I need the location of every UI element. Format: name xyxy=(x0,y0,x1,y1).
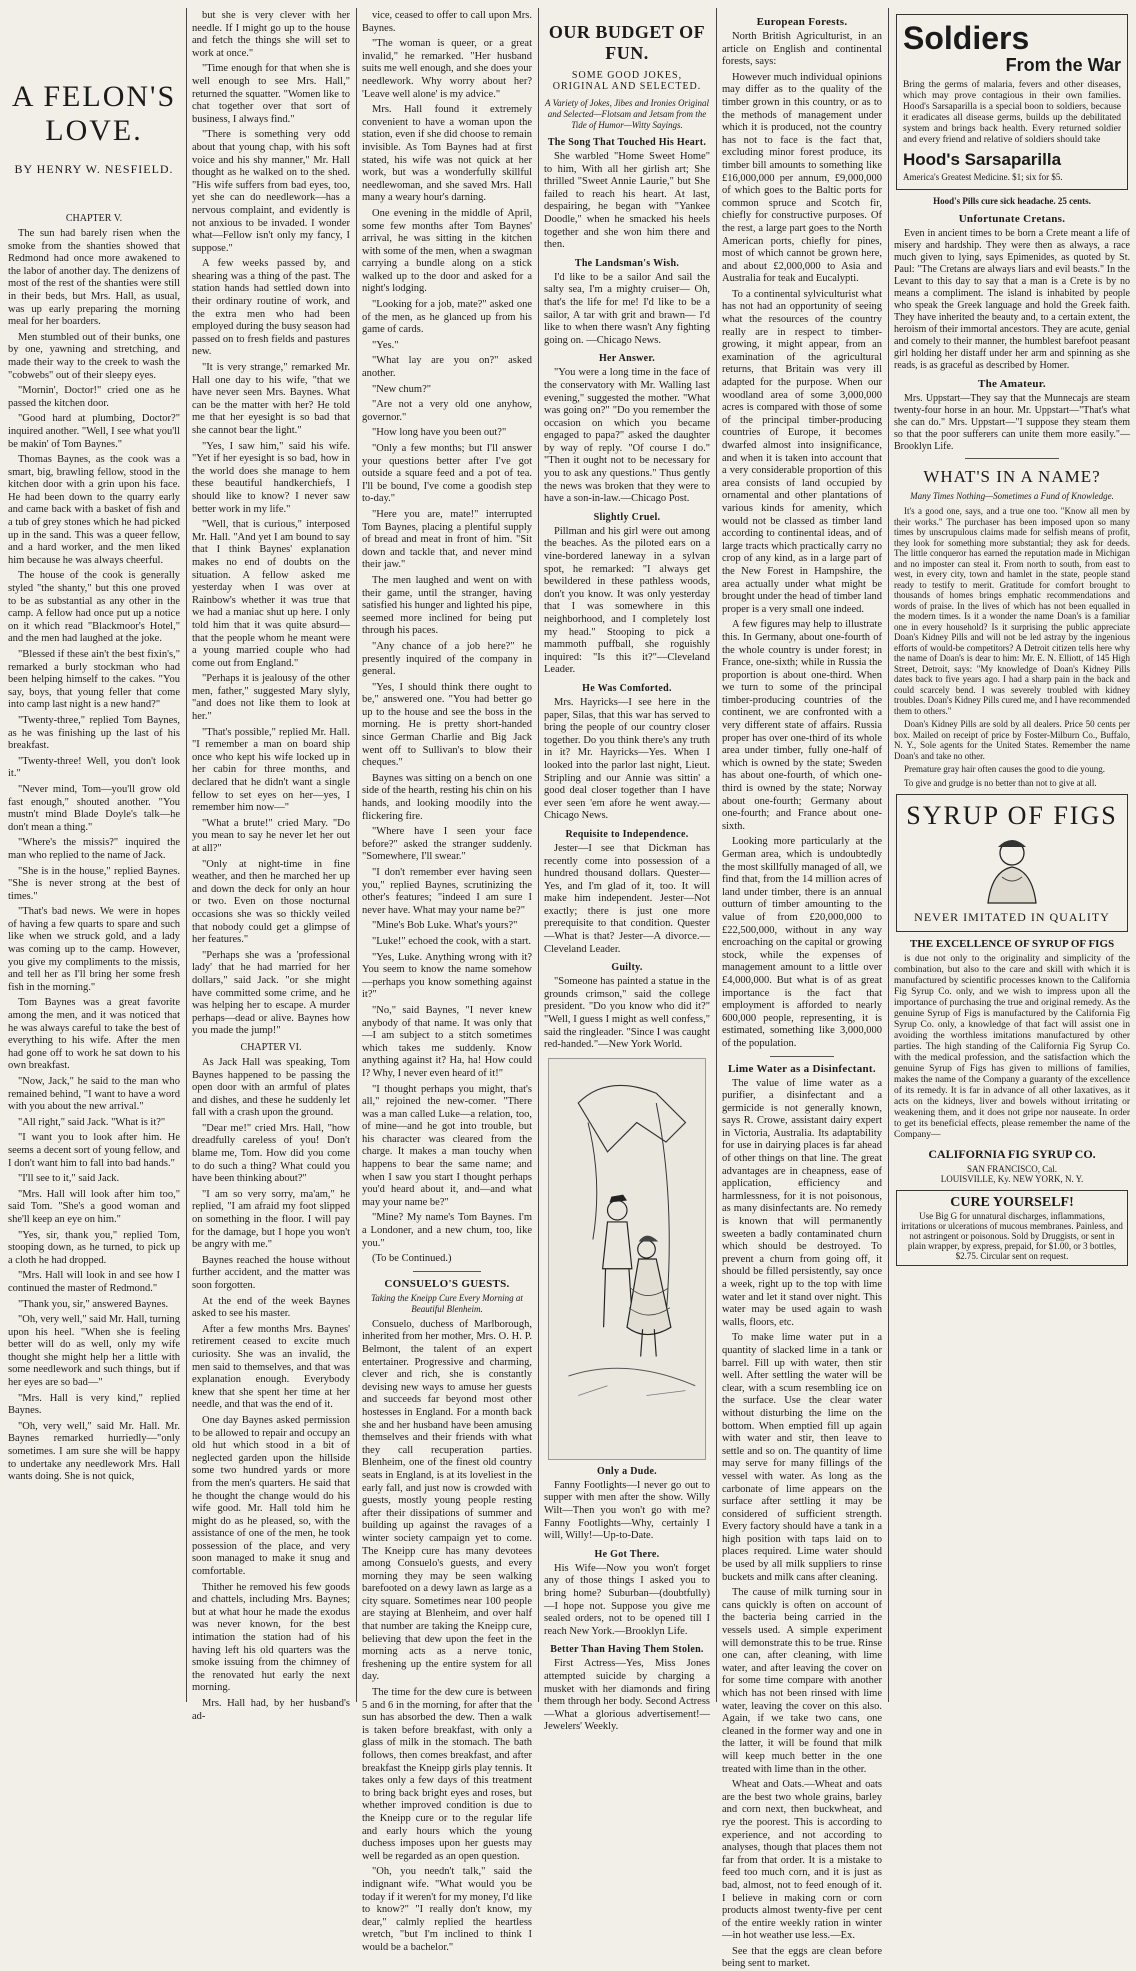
paragraph: To make lime water put in a quantity of slacked lime in a tank or barrel. Fill up with water, then stir well. After settling the water will be clear, with a scum resembling ice on the surface. Use the clear water without disturbing the lime on the bottom. When emptied fill up again with water and stir, then leave to settle and so on. The quantity of lime may serve for many fillings of the vessel with water. As long as the carbonate of lime appears on the surface after settling it may be considered of sufficient strength. Every factory should have a tank in a high position with taps laid on to places required. Lime water should be used by all milk suppliers to rinse buckets and milk cans after cleaning. xyxy=(722,1332,882,1583)
paragraph: "Yes, I saw him," said his wife. "Yet if her eyesight is so bad, how in the world does she manage to hem these beautiful handkerchiefs, I should like to know? I never saw better work in my life." xyxy=(192,440,350,515)
paragraph: "What lay are you on?" asked another. xyxy=(362,355,532,380)
paragraph: The cause of milk turning sour in cans quickly is often on account of the bacteria being carried in the vessels used. A simple experiment will demonstrate this to be true. Rinse one can, after cleaning, with lime water, and after leaving the cover on for some time compare with another which has not been rinsed with lime water, leaving the cover on this also. Again, if we take two cans, one cleaned in the former way and one in the latter, it will be found that milk will keep much better in the one treated with lime than in the other. xyxy=(722,1587,882,1775)
joke-heading: Guilty. xyxy=(611,962,643,974)
gray-hair-text: Premature gray hair often causes the good to die young. xyxy=(904,764,1105,774)
cretans-heading: Unfortunate Cretans. xyxy=(958,213,1066,225)
woman-figure-icon xyxy=(952,833,1072,903)
limewater-heading: Lime Water as a Disinfectant. xyxy=(728,1062,876,1075)
joke-list xyxy=(544,137,710,1052)
felon-column-1 xyxy=(8,10,180,1700)
paragraph: "I thought perhaps you might, that's all," rejoined the new-comer. "There was a man called Luke—a relation, too, of mine—and he got into trouble, but his character was cleared from the charge. It makes a man touchy when happens to bear the same name; and when I saw you start I thought perhaps you'd heard about it, and—and what may your name be?" xyxy=(362,1083,532,1208)
name-subtitle: Many Times Nothing—Sometimes a Fund of Knowledge. xyxy=(910,491,1114,501)
paragraph: vice, ceased to offer to call upon Mrs. Baynes. xyxy=(362,10,532,34)
paragraph: "The woman is queer, or a great invalid," he remarked. "Her husband suits me well enough, and she does your needlework. Why worry about her? 'Leave well alone' is my advice." xyxy=(362,38,532,100)
soldiers-text: Bring the germs of malaria, fevers and other diseases, which may prove contagious in their own families. Hood's Sarsaparilla is a special boon to soldiers, because it eradicates all disease germs, builds up the debilitated system and brings back health. Every returned soldier and every friend and relative of soldiers should take xyxy=(903,80,1121,145)
paragraph: Mrs. Hall had, by her husband's ad- xyxy=(192,1698,350,1722)
excellence-heading: THE EXCELLENCE OF SYRUP OF FIGS xyxy=(909,938,1115,950)
paragraph: The time for the dew cure is between 5 and 6 in the morning, for after that the sun has absorbed the dew. Then a walk is taken before breakfast, with only a glass of milk in the stomach. The bath follows, then comes breakfast, and after breakfast the Kneipp girls play tennis. It takes only a few days of this treatment to bring back bright eyes and roses, but whether improved condition is due to the Kneipp cure or to the regular life and early hours which the young duchess imposes upon her guests may well be regarded as an open question. xyxy=(362,1687,532,1862)
paragraph: "Any chance of a job here?" he presently inquired of the company in general. xyxy=(362,640,532,678)
dude-illustration xyxy=(548,1058,706,1460)
paragraph: Tom Baynes was a great favorite among the men, and it was noticed that he was always careful to take the best of everything to his wife. After the men had gone off to work he sat down to his own breakfast. xyxy=(8,997,180,1072)
paragraph: Looking more particularly at the German area, which is undoubtedly the most skillfully managed of all, we find that, from the 14 million acres of land under timber, there is an annual outturn of timber amounting to the value of from £20,000,000 to £22,500,000, without in any way encroaching on the capital or growing stock, while the expenses of management amount to a little over £4,000,000. But what is of as great importance is the fact that employment is afforded to nearly 600,000 people, representing, it is estimated, something like 3,000,000 of the population. xyxy=(722,836,882,1049)
felon-column-2 xyxy=(192,10,350,1722)
paragraph: "Mrs. Hall will look in and see how I continued the master of Redmond." xyxy=(8,1270,180,1294)
paragraph: "I don't remember ever having seen you," replied Baynes, scrutinizing the other's features; "indeed I am sure I never have. What may your name be?" xyxy=(362,867,532,916)
cure-text: Use Big G for unnatural discharges, inflammations, irritations or ulcerations of mucous membranes. Painless, and not astringent or poisonous. Sold by Druggists, or sent in plain wrapper, by express, prepaid, for $1.00, or 3 bottles, $2.75. Circular sent on request. xyxy=(901,1211,1123,1261)
paragraph: "Mine? My name's Tom Baynes. I'm a Londoner, and a new chum, too, like you." xyxy=(362,1212,532,1249)
paragraph: "Twenty-three! Well, you don't look it." xyxy=(8,755,180,780)
name-title: WHAT'S IN A NAME? xyxy=(923,467,1101,486)
cure-title: CURE YOURSELF! xyxy=(950,1195,1074,1210)
cretans-text: Even in ancient times to be born a Crete meant a life of misery and hardship. They were then as always, a race much given to lying, says Epimenides, as quoted by St. Paul: "The Cretans are always liars and evil beasts." In the Levant to this day to say that a man is a Crete is by no means a compliment. The island is inhabited by people who speak the Greek language and hold the Greek faith. They have inherited the beauty and, to a certain extent, the heroism of their immortal ancestors. They are acute, genial and comely to their manner, the humblest barefoot peasant girl holding her distaff under her arm and spinning as she reads, is as graceful as described by Homer. xyxy=(894,228,1130,371)
doans-text: Doan's Kidney Pills are sold by all dealers. Price 50 cents per box. Mailed on receipt of price by Foster-Milburn Co., Buffalo, N. Y., Sole agents for the United States. Remember the name Doan's and take no other. xyxy=(894,719,1130,761)
joke-heading: Only a Dude. xyxy=(596,1465,657,1477)
paragraph: The sun had barely risen when the smoke from the shanties showed that Redmond had once more awakened to the labor of another day. The denizens of most of the rest of the shanties were still in their beds, but Mrs. Hall, as usual, was up early preparing the morning meal for her boarders. xyxy=(8,228,180,328)
wheat-text: Wheat and Oats.—Wheat and oats are the best two whole grains, barley and corn next, then buckwheat, and rye the poorest. This is according to experience, and not according to analyses, though that places them not far from that order. It is a mistake to feed too much corn, and it is just as bad, almost, not to feed enough of it. I believe in making corn or corn products almost twenty-five per cent of the entire weekly ration in winter—in hot weather use less.—Ex. xyxy=(722,1779,882,1942)
paragraph: "Mrs. Hall will look after him too," said Tom. "She's a good woman and she'll keep an eye on him." xyxy=(8,1188,180,1225)
name-text: It's a good one, says, and a true one too. "Know all men by their works." The purchaser has been imposed upon so many times by unscrupulous claims made for selfish means of profit, they look for something more substantial; they ask for deeds. The little conqueror has earned the reputation made in Michigan and no imposter can steal it. From north to south, from east to west, in every city, town and hamlet in the state, people stand ready to testify to merit. Gratitude for comfort brought to thousands of homes brings emphatic recommendations and words of praise. In the lives of which has not been equalled in the modern times. Is it a wonder the name Doan's is a familiar one in every household? Is it surprising the public appreciate Doan's Kidney Pills and will not be led astray by the ingenious efforts of would-be competitors? A Detroit citizen tells here why the name of Doan's is dear to him: Mr. E. N. Elliott, of 145 High Street, Detroit, says: "My knowledge of Doan's Kidney Pills dates back to five years ago. I had a sharp pain in the back and could scarcely bend. I was severely troubled with kidney troubles. Doan's Kidney Pills cured me, and I have recommended them to others." xyxy=(894,506,1130,716)
paragraph: "Time enough for that when she is well enough to see Mrs. Hall," returned the squatter. "Women like to chat together over that sort of business, I always find." xyxy=(192,63,350,125)
paragraph: "Only at night-time in fine weather, and then he marched her up and down the deck for only an hour or two. Even on those nocturnal occasions she was so thickly veiled that nobody could get a glimpse of her features." xyxy=(192,858,350,946)
forests-text xyxy=(722,31,882,1051)
ads-column xyxy=(894,10,1130,1700)
paragraph: "Oh, very well," said Mr. Hall. Mr. Baynes remarked hurriedly—"only sometimes. I am sure she will be happy to undertake any needlework Mrs. Hall wants doing. She is not quick, xyxy=(8,1420,180,1483)
paragraph: "Perhaps she was a 'professional lady' that he had married for her dollars," said Jack. "or she might have committed some crime, and he was helping her to escape. A murder perhaps—dead or alive. Baynes how you made the jump!" xyxy=(192,949,350,1037)
paragraph: The value of lime water as a purifier, a disinfectant and a germicide is not generally known, says R. Crowe, assistant dairy expert in Victoria, Australia. Its adaptability for use in dairying places is far ahead of other things on that line. The great advantages are in cheapness, ease of application, efficiency and harmlessness, for it is not poisonous, as many disinfectants are. No remedy is known that will permanently sweeten a badly contaminated churn which should be destroyed. To prevent a churn from going off, it should be filled persistently, say once a week, right up to the top with lime water and let it stand over night. This water may be used again to wash walls, floors, etc. xyxy=(722,1077,882,1328)
paragraph: "She is in the house," replied Baynes. "She is never strong at the best of times." xyxy=(8,865,180,902)
divider xyxy=(413,1271,481,1272)
amateur-text: Mrs. Uppstart—They say that the Munnecajs are steam twenty-four horse in an hour. Mr. Uppstart—"That's what she can do." Mrs. Uppstart—"I suppose they steam them so that the poor sufferers can unite them more easily."—Brooklyn Life. xyxy=(894,393,1130,452)
paragraph: One day Baynes asked permission to be allowed to repair and occupy an old hut which stood in a bit of neglected garden upon the hillside some two hundred yards or more from the men's quarters. He said that he thought the change would do his wife good. Mr. Hall told him he might do as he pleased, so, with the assistance of one of the men, he took possession of the place, and very soon managed to make it snug and comfortable. xyxy=(192,1414,350,1578)
company-city: SAN FRANCISCO, Cal. xyxy=(966,1164,1058,1174)
column-rule xyxy=(538,8,539,1702)
paragraph: "Yes, Luke. Anything wrong with it? You seem to know the name somehow—perhaps you know something against it?" xyxy=(362,951,532,1001)
paragraph: "Blessed if these ain't the best fixin's," remarked a burly stockman who had been helping himself to the cakes. "You say, boys, that young feller that come into camp last night is a new hand?" xyxy=(8,649,180,711)
paragraph: "Now, Jack," he said to the man who remained behind, "I want to have a word with you about the new arrival." xyxy=(8,1076,180,1113)
joke-text: Mrs. Hayricks—I see here in the paper, Silas, that this war has served to bring the people of our country closer together. Do you think there's any truth in it? Mr. Hayricks—Yes. When I looked into the parlor last night, Lieut. Stripling and our Annie was sittin' a good deal closer together than I have ever seen 'em afore he went away.—Chicago News. xyxy=(544,696,710,822)
joke-heading: He Was Comforted. xyxy=(582,682,672,694)
joke-heading: Requisite to Independence. xyxy=(565,828,689,840)
eggs-text: See that the eggs are clean before being sent to market. xyxy=(722,1945,882,1970)
syrup-never-imitated: NEVER IMITATED IN QUALITY xyxy=(914,910,1110,924)
paragraph: As Jack Hall was speaking, Tom Baynes happened to be passing the open door with an armful of plates and dishes, and these he suddenly let fall with a crash upon the ground. xyxy=(192,1056,350,1119)
paragraph: "Only a few months; but I'll answer your questions better after I've got outside a square feed and a pot of tea. I'll be bound, I've come a goodish step to-day." xyxy=(362,443,532,505)
paragraph: "Oh, you needn't talk," said the indignant wife. "What would you be today if it weren't for my money, I'd like to know?" "I really don't know, my dear," calmly replied the heartless wretch, "but I'm inclined to think I would be a bachelor." xyxy=(362,1866,532,1953)
paragraph: "No," said Baynes, "I never knew anybody of that name. It was only that—I am subject to a stitch sometimes which takes me suddenly. Know anything against it? Ha, ha! How could I? Why, I never even heard of it!" xyxy=(362,1004,532,1079)
paragraph: "That's bad news. We were in hopes of having a few quarts to spare and such like when we struck gold, and a lady was coming up to the camp. However, you give my compliments to the missis, and tell her as I'll bring her some fresh fish in the morning." xyxy=(8,906,180,993)
joke-text: She warbled "Home Sweet Home" to him, With all her girlish art; She thrilled "Sweet Annie Laurie," but She failed to reach his heart. At last, despairing, he began with "Yankee Doodle," when he smacked his heels together and she won him there and then. xyxy=(544,151,710,251)
paragraph: Mrs. Hall found it extremely convenient to have a woman upon the station, even if she did choose to remain invisible. As Tom Baynes had at first stated, his wife was not quick at her work, but was a wonderfully skillful needlewoman, and she saved Mrs. Hall many a weary hour's darning. xyxy=(362,104,532,204)
paragraph: "Yes, sir, thank you," replied Tom, stooping down, as he turned, to pick up a cloth he had dropped. xyxy=(8,1229,180,1266)
joke-text: His Wife—Now you won't forget any of those things I asked you to bring home? Suburban—(doubtfully)—I hope not. Suppose you give me sealed orders, not to be opened till I reach New York.—Brooklyn Life. xyxy=(544,1562,710,1637)
paragraph: "New chum?" xyxy=(372,383,432,395)
paragraph: "Mine's Bob Luke. What's yours?" xyxy=(372,920,518,932)
paragraph: "Mrs. Hall is very kind," replied Baynes. xyxy=(8,1392,180,1417)
paragraph: "Oh, very well," said Mr. Hall, turning upon his heel. "When she is feeling better will do as well, only my wife thought she might help her a little with some needlework and such things, but if her eyes are so bad—" xyxy=(8,1314,180,1389)
column-rule xyxy=(888,8,889,1702)
paragraph: "Where's the missis?" inquired the man who replied to the name of Jack. xyxy=(8,837,180,861)
soldiers-subtitle: From the War xyxy=(1005,55,1121,75)
syrup-title: SYRUP OF FIGS xyxy=(906,801,1118,830)
paragraph: "Well, that is curious," interposed Mr. Hall. "And yet I am bound to say that I think Baynes' explanation makes no end of doubts on the situation. A fellow asked me yesterday when I was over at Rainbow's whether it was true that we had a maniac shut up here. I only told him that it was quite absurd—that the people whom he meant were a young married couple who had come out from England." xyxy=(192,519,350,669)
paragraph: "Perhaps it is jealousy of the other men, father," suggested Mary slyly, "and does not like them to look at her." xyxy=(192,673,350,723)
joke-heading: The Landsman's Wish. xyxy=(574,257,680,269)
paragraph: The men laughed and went on with their game, until the stranger, having satisfied his hunger and lighted his pipe, seemed more inclined for being put through his paces. xyxy=(362,574,532,637)
paragraph: "Here you are, mate!" interrupted Tom Baynes, placing a plentiful supply of bread and meat in front of him. "Sit down and tackle that, and never mind their jaw." xyxy=(362,508,532,571)
joke-text: Pillman and his girl were out among the beaches. As the piloted ears on a vine-bordered laneway in a sylvan spot, he remarked: "I always get bewildered in these pathless woods, don't you know. It was only yesterday that I was somewhere in this neighborhood, and I completely lost my head." Stooping to pick a mammoth puffball, she roguishly inquired: "Is this it?"—Cleveland Leader. xyxy=(544,525,710,676)
paragraph: (To be Continued.) xyxy=(372,1253,452,1265)
joke-heading: Her Answer. xyxy=(598,353,656,365)
paragraph: Baynes was sitting on a bench on one side of the hearth, resting his chin on his hands, and looking moodily into the flickering fire. xyxy=(362,772,533,822)
joke-list xyxy=(544,1466,710,1734)
paragraph: Thomas Baynes, as the cook was a smart, big, brawling fellow, stood in the kitchen door with a grin upon his face. He had been down to the quarry early and came back with a basket of fish and a tub of grey stones which he had picked up in the sand. This was a queer fellow, and a hard worker, and the men liked him because he was always cheerful. xyxy=(8,454,180,566)
divider xyxy=(965,458,1059,459)
divider xyxy=(770,1056,834,1057)
joke-heading: Better Than Having Them Stolen. xyxy=(550,1644,704,1656)
paragraph: "Looking for a job, mate?" asked one of the men, as he glanced up from his game of cards. xyxy=(362,299,532,336)
paragraph: "Luke!" echoed the cook, with a start. xyxy=(372,935,532,947)
paragraph: "Mornin', Doctor!" cried one as he passed the kitchen door. xyxy=(8,385,180,409)
joke-text: I'd like to be a sailor And sail the salty sea, I'm a mighty cruiser— Oh, that's the life for me! I'd like to be a sailor, A tar with grit and brawn— I'd like to when there wasn't Any fighting going on. —Chicago News. xyxy=(544,271,710,346)
joke-heading: He Got There. xyxy=(594,1548,660,1560)
paragraph: "I want you to look after him. He seems a decent sort of young fellow, and I don't want him to fall into bad hands." xyxy=(8,1132,180,1169)
paragraph: "Yes." xyxy=(372,339,399,351)
budget-subhead: SOME GOOD JOKES, ORIGINAL AND SELECTED. xyxy=(552,70,702,92)
story-text xyxy=(8,228,180,1484)
joke-text: Fanny Footlights—I never go out to supper with men after the show. Willy Wilt—Then you won't go with me? Fanny Footlights—Why, certainly I will, Willy!—Up-to-Date. xyxy=(544,1479,710,1542)
joke-text: "Someone has painted a statue in the grounds crimson," said the college president. "Do you know who did it?" "Well, I guess I might as well confess," said the ringleader. "Since I was caught red-handed."—New York World. xyxy=(544,976,710,1051)
hoods-tagline: America's Greatest Medicine. $1; six for $5. xyxy=(903,172,1063,182)
paragraph: "I am so very sorry, ma'am," he replied, "I am afraid my foot slipped on something in the floor. I will pay for the damage, but I hope you won't be angry with me." xyxy=(192,1188,350,1251)
paragraph: "Dear me!" cried Mrs. Hall, "how dreadfully careless of you! Don't blame me, Tom. How did you come to do such a thing? What could you have been thinking about?" xyxy=(192,1122,350,1185)
paragraph: "It is very strange," remarked Mr. Hall one day to his wife, "that we have never seen Mrs. Baynes. What can be the matter with her? He told me that her eyesight is so bad that she cannot bear the light." xyxy=(192,362,350,436)
column-rule xyxy=(356,8,357,1702)
paragraph: One evening in the middle of April, some few months after Tom Baynes' arrival, he was sitting in the kitchen with some of the men, when a swagman carrying a bundle along on a stick walked up to the door and asked for a night's lodging. xyxy=(362,207,532,295)
paragraph: At the end of the week Baynes asked to see his master. xyxy=(192,1295,350,1320)
column-rule xyxy=(186,8,187,1702)
forests-heading: European Forests. xyxy=(756,16,848,28)
joke-heading: Slightly Cruel. xyxy=(593,511,661,523)
paragraph: "How long have you been out?" xyxy=(372,427,507,439)
joke-text: Jester—I see that Dickman has recently come into possession of a hundred thousand dollars. Quester—Yes, and I'm glad of it, too. It will make him independent. Jester—Not exactly; there is just one more prerequisite to that condition. Quester—What is that? Jester—A divorce.—Cleveland Leader. xyxy=(544,842,710,955)
paragraph: but she is very clever with her needle. If I might go up to the house and fetch the things she will set to work at once." xyxy=(192,10,350,59)
paragraph: "I'll see to it," said Jack. xyxy=(18,1173,120,1185)
joke-heading: The Song That Touched His Heart. xyxy=(547,137,707,148)
consuelo-subtitle: Taking the Kneipp Cure Every Morning at Beautiful Blenheim. xyxy=(371,1292,523,1314)
paragraph: "There is something very odd about that young chap, with his soft voice and his shy manner," Mr. Hall thought as he walked on to the shed. "His wife suffers from bad eyes, too, yet she can do needlework—has a nervous complaint, and evidently is not anxious to be invaded. I wonder what—Fellow isn't only my fancy, I suppose." xyxy=(192,129,350,254)
chapter-heading: CHAPTER VI. xyxy=(240,1041,302,1053)
paragraph: "Thank you, sir," answered Baynes. xyxy=(18,1298,169,1310)
paragraph: North British Agriculturist, in an article on English and continental forests, says: xyxy=(722,31,882,68)
budget-masthead: OUR BUDGET OF FUN. xyxy=(548,22,706,63)
story-byline: BY HENRY W. NESFIELD. xyxy=(14,162,174,176)
consuelo-text xyxy=(362,1319,532,1955)
paragraph: Baynes reached the house without further accident, and the matter was soon forgotten. xyxy=(192,1254,350,1291)
joke-text: "You were a long time in the face of the conservatory with Mr. Walling last evening," suggested the mother. "What was going on?" "Do you remember the occasion on which you became engaged to papa?" asked the daughter by way of reply. "Of course I do." "Then it ought not to be necessary for you to ask any questions." Thus gently the news was broken that they were to have a son-in-law.—Chicago Post. xyxy=(544,367,710,505)
paragraph: Consuelo, duchess of Marlborough, inherited from her mother, Mrs. O. H. P. Belmont, the talent of an expert entertainer. Progressive and charming, clever and rich, she is constantly devising new ways to amuse her guests and succeeds far beyond most other hostesses in England. For a month back she and her husband have been amusing themselves and their friends with what they call recuperation parties. Blenheim, one of the finest old country seats in England, is at its loveliest in the early fall, and just now is crowded with guests, mostly young people resting after their dissipations of summer and building up against the ravages of a winter society campaign yet to come. The Kneipp cure has many devotees among Consuelo's guests, and every morning they may be seen walking barefooted on a dewy lawn as large as a city square. Sometimes near 100 people are staying at Blenheim, and over half that number are taking the Kneipp cure, believing that dew upon the feet in the morning acts as a nerve tonic, freshening up the entire system for all day. xyxy=(362,1318,532,1683)
paragraph: "Are not a very old one anyhow, governor." xyxy=(362,399,532,423)
story-text xyxy=(192,10,350,1723)
story-text xyxy=(362,10,532,1266)
paragraph: A few weeks passed by, and shearing was a thing of the past. The station hands had settled down into their ordinary routine of work, and the extra men who had been employed during the busy season had passed on to fresh fields and pastures new. xyxy=(192,258,350,358)
forests-column xyxy=(722,10,882,1970)
paragraph: "Where have I seen your face before?" asked the stranger suddenly. "Somewhere, I'll swear." xyxy=(362,826,532,863)
paragraph: Thither he removed his few goods and chattels, including Mrs. Baynes; but at what hour he made the exodus was never known, for the best intimation the station had of his having left his old quarters was the smoke issuing from the chimney of the renovated hut early the next morning. xyxy=(192,1581,350,1694)
story-title: A FELON'S LOVE. xyxy=(11,80,177,147)
paragraph: Men stumbled out of their bunks, one by one, yawning and stretching, and made their way to the creek to wash the "cobwebs" out of their sleepy eyes. xyxy=(8,331,180,381)
paragraph: "Yes, I should think there ought to be," answered one. "You had better go up to the house and see the boss in the morning. He is pretty short-handed since German Charlie and Big Jack went off to Sullivan's to blow their cheques." xyxy=(362,681,532,769)
consuelo-title: CONSUELO'S GUESTS. xyxy=(384,1277,510,1290)
company-name: CALIFORNIA FIG SYRUP CO. xyxy=(928,1147,1096,1161)
paragraph: "Never mind, Tom—you'll grow old fast enough," shouted another. "You mustn't mind Blade Doyle's talk—he don't mean a thing." xyxy=(8,783,180,833)
joke-text: First Actress—Yes, Miss Jones attempted suicide by charging a musket with her diamonds and firing them through her body. Second Actress—What a glorious advertisement!—Jewelers' Weekly. xyxy=(544,1658,710,1733)
felon-column-3 xyxy=(362,10,533,1953)
paragraph: To a continental sylviculturist what has not had an opportunity of seeing what the resources of the country really are in respect to timber-growing, it might appear, from an examination of the agricultural returns, that Britain was very ill adapted for the purpose. When our woodland area of some 3,000,000 acres is compared with those of some of the principal timber-producing countries of Europe, it becomes dwarfed almost into insignificance, and when it is taken into account that a very considerable proportion of this area consists of land occupied by ornamental and other plantations of various kinds for amenity, which would not be classed as timber land according to continental ideas, and of large tracts which practically carry no crop of any kind, as in a large part of the New Forest in Hampshire, the area actually under what might be brought under the head of timber land proper is a very small one indeed. xyxy=(722,288,882,615)
paragraph: A few figures may help to illustrate this. In Germany, about one-fourth of the whole country is under forest; in France, one-sixth; while in Russia the proportion is about one-third. When we turn to some of the principal timber-producing countries of the continent, we are confronted with a very different state of affairs. Russia proper has over one-third of its whole area under timber, fully one-half of which is owned by the state; Sweden has about one-fourth, of which one-third is owned by the state; Norway about one-fourth; Germany about one-fourth; and France about one-sixth. xyxy=(722,619,882,832)
column-rule xyxy=(716,8,717,1702)
grudge-text: To give and grudge is no better than not to give at all. xyxy=(904,777,1097,788)
paragraph: "What a brute!" cried Mary. "Do you mean to say he never let her out at all?" xyxy=(192,817,350,854)
paragraph: "All right," said Jack. "What is it?" xyxy=(18,1116,166,1128)
paragraph: "Good hard at plumbing, Doctor?" inquired another. "Well, I see what you'll be makin' of Tom Baynes." xyxy=(8,413,180,450)
cure-yourself-ad xyxy=(896,1190,1128,1266)
budget-column xyxy=(544,10,710,1733)
limewater-text xyxy=(722,1078,882,1777)
soldiers-title: Soldiers xyxy=(903,20,1030,56)
paragraph: "Twenty-three," replied Tom Baynes, as he was finishing up the last of his breakfast. xyxy=(8,714,180,752)
company-cities: LOUISVILLE, Ky. NEW YORK, N. Y. xyxy=(940,1174,1084,1184)
chapter-heading: CHAPTER V. xyxy=(65,213,123,224)
couple-illustration-icon xyxy=(549,1059,705,1459)
hoods-name: Hood's Sarsaparilla xyxy=(903,150,1062,169)
paragraph: The house of the cook is generally styled "the shanty," but this one proved to be as substantial as any other in the camp. A fellow had once put up a notice on it which read "Blackmoor's Hotel," and the men had laughed at the joke. xyxy=(8,570,180,645)
syrup-of-figs-ad xyxy=(896,794,1128,932)
excellence-text: is due not only to the originality and simplicity of the combination, but also to the care and skill with which it is manufactured by scientific processes known to the California Fig Syrup Co. only, and we wish to impress upon all the importance of purchasing the true and original remedy. As the genuine Syrup of Figs is manufactured by the California Fig Syrup Co. only, a knowledge of that fact will assist one in avoiding the worthless imitations manufactured by other parties. The high standing of the California Fig Syrup Co. with the medical profession, and the satisfaction which the genuine Syrup of Figs has given to millions of families, makes the name of the Company a guaranty of the excellence of its remedy. It is far in advance of all other laxatives, as it acts on the kidneys, liver and bowels without irritating or weakening them, and it does not gripe nor nauseate. In order to get its beneficial effects, please remember the name of the Company— xyxy=(894,954,1130,1140)
hoods-ad xyxy=(896,14,1128,190)
hoods-pills: Hood's Pills cure sick headache. 25 cents. xyxy=(933,196,1091,206)
budget-intro: A Variety of Jokes, Jibes and Ironies Original and Selected—Flotsam and Jetsam from the Tide of Humor—Witty Sayings. xyxy=(545,98,709,130)
paragraph: "That's possible," replied Mr. Hall. "I remember a man on board ship once who kept his wife locked up in her cabin for three months, and declared that he didn't want a single fellow to set eyes on her—yes, I remember him now—" xyxy=(192,726,350,814)
paragraph: After a few months Mrs. Baynes' retirement ceased to excite much curiosity. She was an invalid, the men said to themselves, and that was explanation enough. Everybody knew that she spent her time at her needle, and that was the end of it. xyxy=(192,1323,350,1411)
paragraph: However much individual opinions may differ as to the quality of the timber grown in this country, or as to the methods of management under which it is produced, not the country has not to face is the fact that, excluding minor forest produce, its timber bill amounts to something like £16,000,000 per annum, £9,000,000 of which goes to the Baltic ports for common spruce and Scotch fir, chiefly for constructive purposes. Of the rest, a large part goes to the North American ports, chiefly for pines, most of which cannot be grown here, and about £2,000,000 to Asia and Australia for teak and Eucalypti. xyxy=(722,71,882,285)
amateur-heading: The Amateur. xyxy=(978,378,1046,390)
